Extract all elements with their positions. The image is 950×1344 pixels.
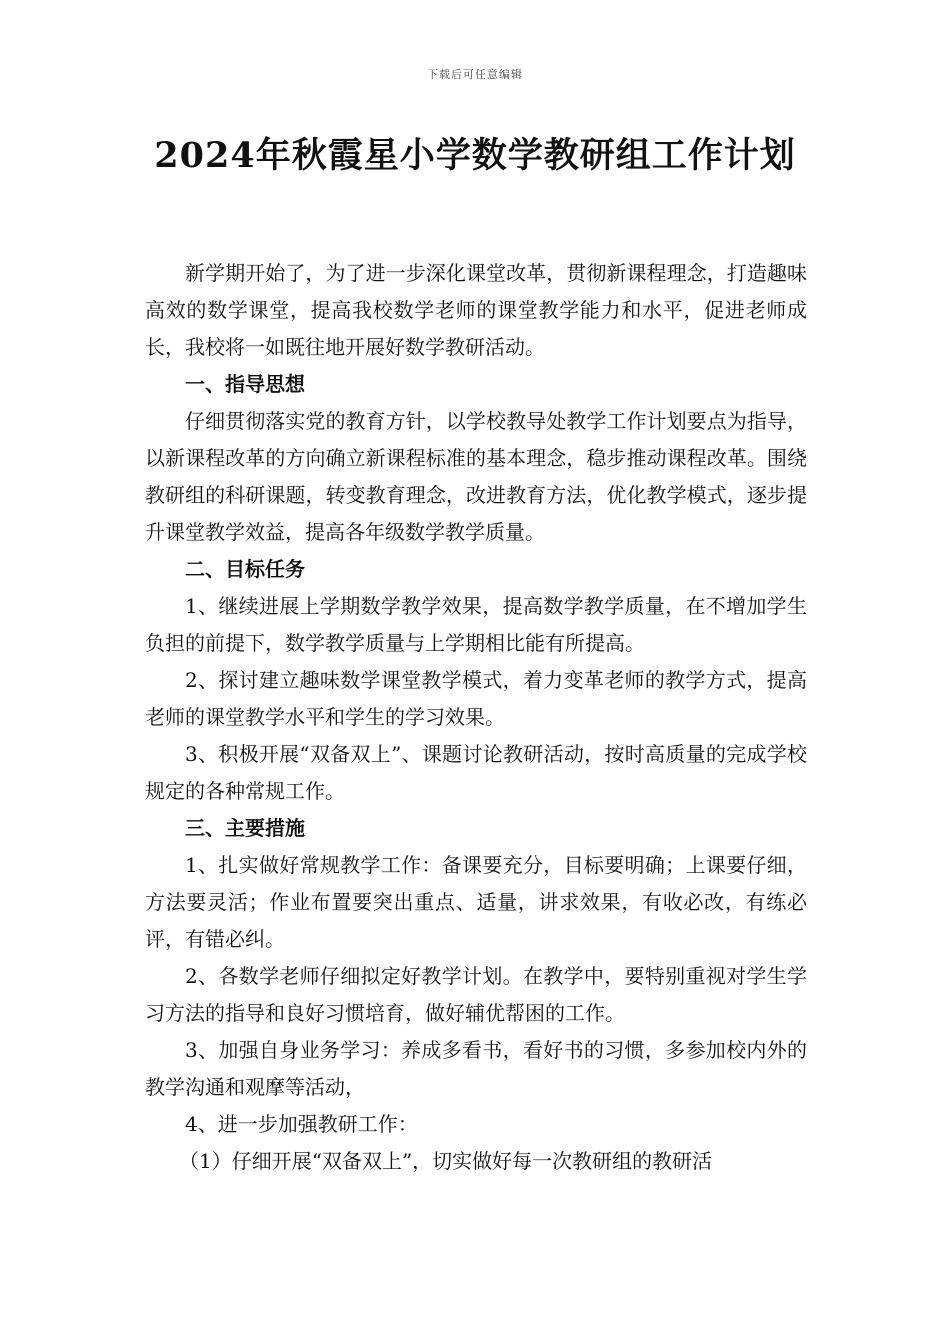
measure-item-4: 4、进一步加强教研工作： [185,1112,418,1136]
measure-item-3: 3、加强自身业务学习：养成多看书，看好书的习惯，多参加校内外的教学沟通和观摩等活动， [145,1038,807,1099]
section-heading-goals: 二、目标任务 [185,557,305,581]
header-note: 下载后可任意编辑 [427,68,523,81]
goal-item-2: 2、探讨建立趣味数学课堂教学模式，着力变革老师的教学方式，提高老师的课堂教学水平和学生的学习效果。 [145,668,807,729]
goal-item-3: 3、积极开展“双备双上”、课题讨论教研活动，按时高质量的完成学校规定的各种常规工作。 [145,742,807,803]
measure-item-2: 2、各数学老师仔细拟定好教学计划。在教学中，要特别重视对学生学习方法的指导和良好习惯培育，做好辅优帮困的工作。 [145,964,807,1025]
measure-subitem-1: （1）仔细开展“双备双上”，切实做好每一次教研组的教研活 [179,1149,713,1173]
section-heading-measures: 三、主要措施 [185,816,305,840]
guiding-ideology-paragraph: 仔细贯彻落实党的教育方针，以学校教导处教学工作计划要点为指导，以新课程改革的方向确立新课程标准的基本理念，稳步推动课程改革。围绕教研组的科研课题，转变教育理念，改进教育方法，优化教学模式，逐步提升课堂教学效益，提高各年级数学教学质量。 [145,409,807,544]
goal-item-1: 1、继续进展上学期数学教学效果，提高数学教学质量，在不增加学生负担的前提下，数学教学质量与上学期相比能有所提高。 [145,594,807,655]
document-title: 2024年秋霞星小学数学教研组工作计划 [154,135,796,176]
section-heading-guiding-ideology: 一、指导思想 [185,372,305,396]
document-body [145,255,807,1180]
measure-item-1: 1、扎实做好常规教学工作：备课要充分，目标要明确；上课要仔细，方法要灵活；作业布置要突出重点、适量，讲求效果，有收必改，有练必评，有错必纠。 [145,853,807,951]
intro-paragraph: 新学期开始了，为了进一步深化课堂改革，贯彻新课程理念，打造趣味高效的数学课堂，提高我校数学老师的课堂教学能力和水平，促进老师成长，我校将一如既往地开展好数学教研活动。 [145,261,807,359]
